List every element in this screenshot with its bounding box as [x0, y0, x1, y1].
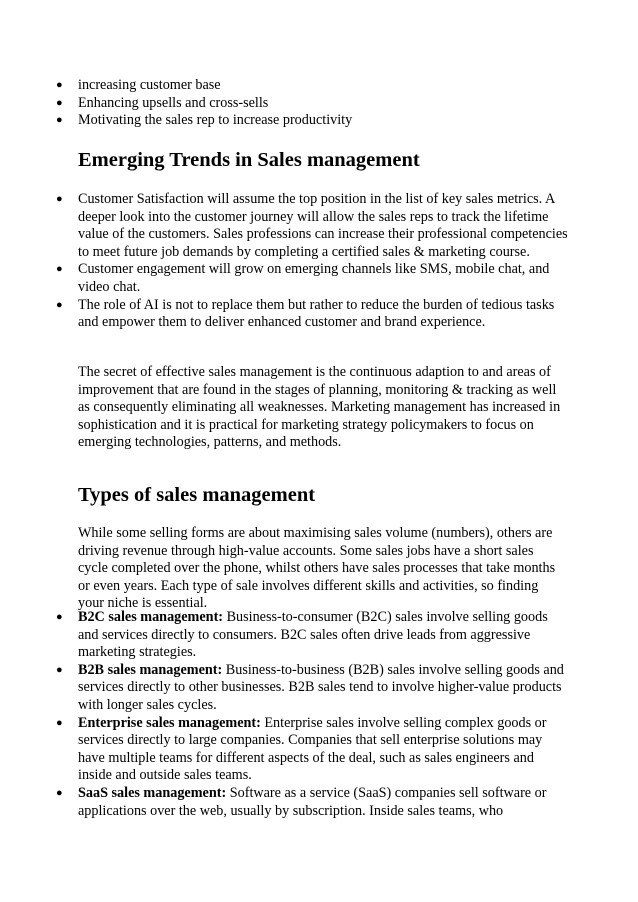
- list-item: [0, 191, 570, 261]
- list-item: [0, 785, 570, 820]
- bullet-icon: ●: [56, 786, 63, 799]
- bullet-icon: ●: [56, 79, 63, 91]
- bullet-icon: ●: [56, 114, 63, 127]
- list-item-text: Software as a service (SaaS) companies sell software or applications over the web, usually by subscription. Inside sales teams, who: [78, 784, 547, 819]
- section-heading-types: Types of sales management: [78, 484, 316, 506]
- bullet-icon: ●: [56, 298, 63, 311]
- list-item: [0, 297, 570, 332]
- list-item: [0, 95, 570, 113]
- list-item-text: Enterprise sales involve selling complex goods or services directly to large companies. Companies that sell enterprise solutions may have multiple teams for different aspects of the deal, such as sales engineers and inside and outside sales teams.: [78, 714, 547, 784]
- bullet-icon: ●: [56, 193, 63, 205]
- list-item-term: Enterprise sales management:: [78, 714, 261, 731]
- bullet-icon: ●: [56, 663, 63, 676]
- list-item-text: increasing customer base: [78, 77, 221, 93]
- list-item-text: Customer engagement will grow on emerging channels like SMS, mobile chat, and video chat.: [78, 261, 550, 295]
- list-item-term: SaaS sales management:: [78, 784, 227, 801]
- list-item-text: Motivating the sales rep to increase productivity: [78, 112, 353, 129]
- list-item: [0, 715, 570, 785]
- bullet-icon: ●: [56, 611, 63, 623]
- bullet-icon: ●: [56, 96, 63, 109]
- list-item: [0, 662, 570, 715]
- list-item: [0, 77, 570, 95]
- list-item-term: B2B sales management:: [78, 661, 223, 678]
- list-item-text: Customer Satisfaction will assume the top position in the list of key sales metrics. A deeper look into the customer journey will allow the sales reps to track the lifetime value of the customers. Sales professions can increase their professional competencies to meet future job demands by completing a certified sales & marketing course.: [78, 191, 568, 260]
- list-item: [0, 609, 570, 662]
- types-intro-paragraph: While some selling forms are about maximising sales volume (numbers), others are driving revenue through high-value accounts. Some sales jobs have a short sales cycle completed over the phone, whilst others have sales processes that take months or even years. Each type of sale involves different skills and activities, so finding your niche is essential.: [78, 525, 556, 612]
- list-item: [0, 261, 570, 296]
- list-item-text: Business-to-business (B2B) sales involve selling goods and services directly to other businesses. B2B sales tend to involve higher-value products with longer sales cycles.: [78, 661, 564, 713]
- list-item-text: Business-to-consumer (B2C) sales involve selling goods and services directly to consumers. B2C sales often drive leads from aggressive marketing strategies.: [78, 609, 548, 661]
- list-item-term: B2C sales management:: [78, 609, 224, 625]
- list-item-text: The role of AI is not to replace them but rather to reduce the burden of tedious tasks and empower them to deliver enhanced customer and brand experience.: [78, 296, 555, 331]
- trends-bullet-list: [0, 191, 570, 332]
- section-heading-trends: Emerging Trends in Sales management: [78, 149, 420, 171]
- list-item-text: Enhancing upsells and cross-sells: [78, 94, 269, 111]
- trends-paragraph: The secret of effective sales management is the continuous adaption to and areas of improvement that are found in the stages of planning, monitoring & tracking as well as consequently eliminating all weaknesses. Marketing management has increased in sophistication and it is practical for marketing strategy policymakers to focus on emerging technologies, patterns, and methods.: [78, 364, 561, 451]
- bullet-icon: ●: [56, 263, 63, 276]
- list-item: [0, 112, 570, 130]
- types-bullet-list: [0, 609, 570, 820]
- intro-bullet-list: [0, 77, 570, 130]
- bullet-icon: ●: [56, 716, 63, 729]
